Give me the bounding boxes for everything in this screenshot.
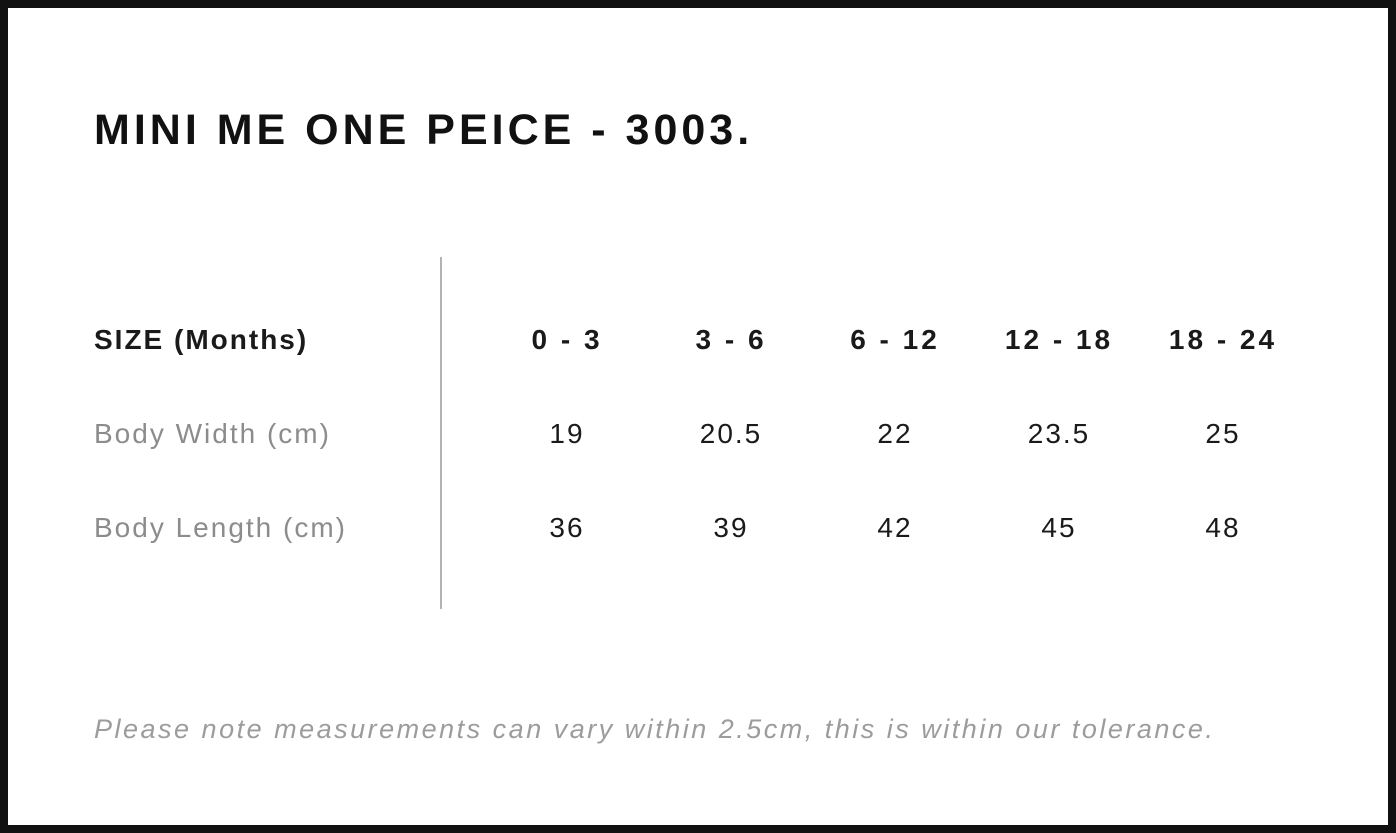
column-header-18-24: 18 - 24 — [1168, 324, 1278, 355]
body-length-value-6-12: 42 — [877, 512, 913, 543]
body-width-label: Body Width (cm) — [94, 418, 331, 449]
column-header-12-18: 12 - 18 — [1004, 324, 1114, 355]
body-width-value-18-24: 25 — [1205, 418, 1241, 449]
size-months-header: SIZE (Months) — [94, 324, 309, 355]
table-row-body-length — [94, 481, 1305, 575]
column-header-6-12: 6 - 12 — [850, 324, 940, 355]
size-table — [94, 293, 1305, 575]
body-length-value-12-18: 45 — [1041, 512, 1077, 543]
body-width-value-3-6: 20.5 — [699, 418, 763, 449]
body-length-label: Body Length (cm) — [94, 512, 347, 543]
body-length-value-0-3: 36 — [549, 512, 585, 543]
tolerance-note: Please note measurements can vary within 2.5cm, this is within our tolerance. — [94, 714, 1216, 744]
table-row-body-width — [94, 387, 1305, 481]
body-width-value-0-3: 19 — [549, 418, 585, 449]
body-width-value-12-18: 23.5 — [1027, 418, 1091, 449]
body-width-value-6-12: 22 — [877, 418, 913, 449]
table-header-row — [94, 293, 1305, 387]
column-header-0-3: 0 - 3 — [531, 324, 603, 355]
column-header-3-6: 3 - 6 — [695, 324, 767, 355]
page-title: MINI ME ONE PEICE - 3003. — [94, 106, 754, 154]
body-length-value-3-6: 39 — [713, 512, 749, 543]
body-length-value-18-24: 48 — [1205, 512, 1241, 543]
